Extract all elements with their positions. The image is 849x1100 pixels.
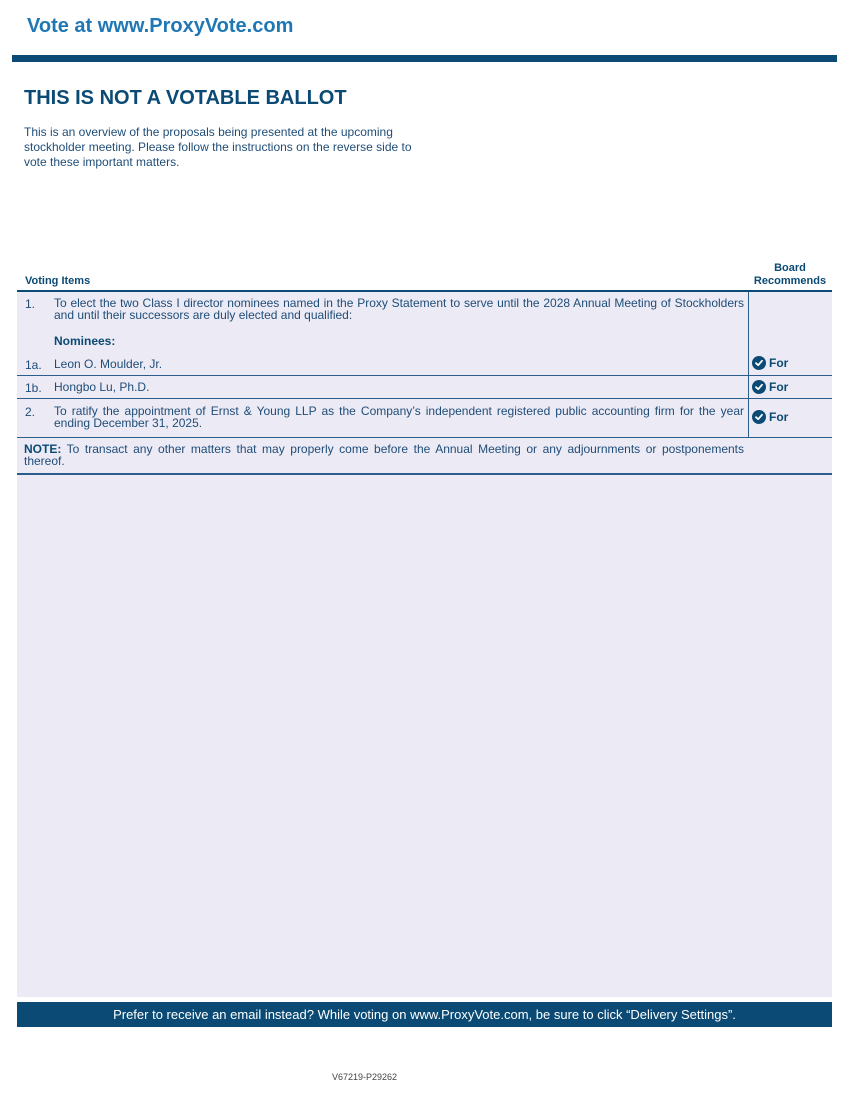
row-divider xyxy=(17,375,832,376)
page-title: THIS IS NOT A VOTABLE BALLOT xyxy=(24,87,347,109)
recommendation-label: For xyxy=(769,410,789,424)
item-1b-number: 1b. xyxy=(25,381,42,395)
board-recommends-header xyxy=(749,262,831,288)
item-1b-text: Hongbo Lu, Ph.D. xyxy=(54,380,150,394)
item-1-text: To elect the two Class I director nominees named in the Proxy Statement to serve until the 2028 Annual Meeting of Stockholders and until their successors are duly elected and qualified: xyxy=(54,296,744,322)
item-2-text: To ratify the appointment of Ernst & Young LLP as the Company’s independent registered public accounting firm for the year ending December 31, 2025. xyxy=(54,404,744,430)
item-1a-number: 1a. xyxy=(25,358,42,372)
header-divider xyxy=(12,55,837,62)
row-divider xyxy=(17,398,832,399)
item-2-number: 2. xyxy=(25,405,36,419)
recommendation-label: For xyxy=(769,356,789,370)
item-1-number: 1. xyxy=(25,297,36,311)
item-1a-text: Leon O. Moulder, Jr. xyxy=(54,357,163,371)
note-divider xyxy=(17,473,832,475)
delivery-settings-banner xyxy=(17,1002,832,1027)
recommendation-label: For xyxy=(769,380,789,394)
row-divider xyxy=(17,437,832,438)
intro-text: This is an overview of the proposals being presented at the upcoming stockholder meeting. Please follow the instructions on the reverse side to vote these important matters. xyxy=(24,125,412,169)
nominees-label: Nominees: xyxy=(54,334,116,348)
voting-items-header: Voting Items xyxy=(25,275,91,287)
check-circle-icon xyxy=(752,356,766,370)
banner-text: Prefer to receive an email instead? While voting on www.ProxyVote.com, be sure to click “Delivery Settings”. xyxy=(113,1007,736,1022)
item-1a-recommendation xyxy=(752,356,788,370)
note-label: NOTE: xyxy=(24,442,62,456)
proxyvote-link[interactable]: Vote at www.ProxyVote.com xyxy=(27,15,294,37)
note-body: To transact any other matters that may properly come before the Annual Meeting or any adjournments or postponements thereof. xyxy=(24,442,744,468)
table-header-rule xyxy=(17,290,832,292)
note-text xyxy=(24,443,744,467)
check-circle-icon xyxy=(752,410,766,424)
voting-items-panel xyxy=(17,290,832,997)
check-circle-icon xyxy=(752,380,766,394)
column-divider xyxy=(748,292,749,437)
item-2-recommendation xyxy=(752,410,788,424)
board-header-line1: Board xyxy=(774,262,806,274)
document-code: V67219-P29262 xyxy=(331,1072,398,1082)
board-header-line2: Recommends xyxy=(753,275,827,287)
item-1b-recommendation xyxy=(752,380,788,394)
